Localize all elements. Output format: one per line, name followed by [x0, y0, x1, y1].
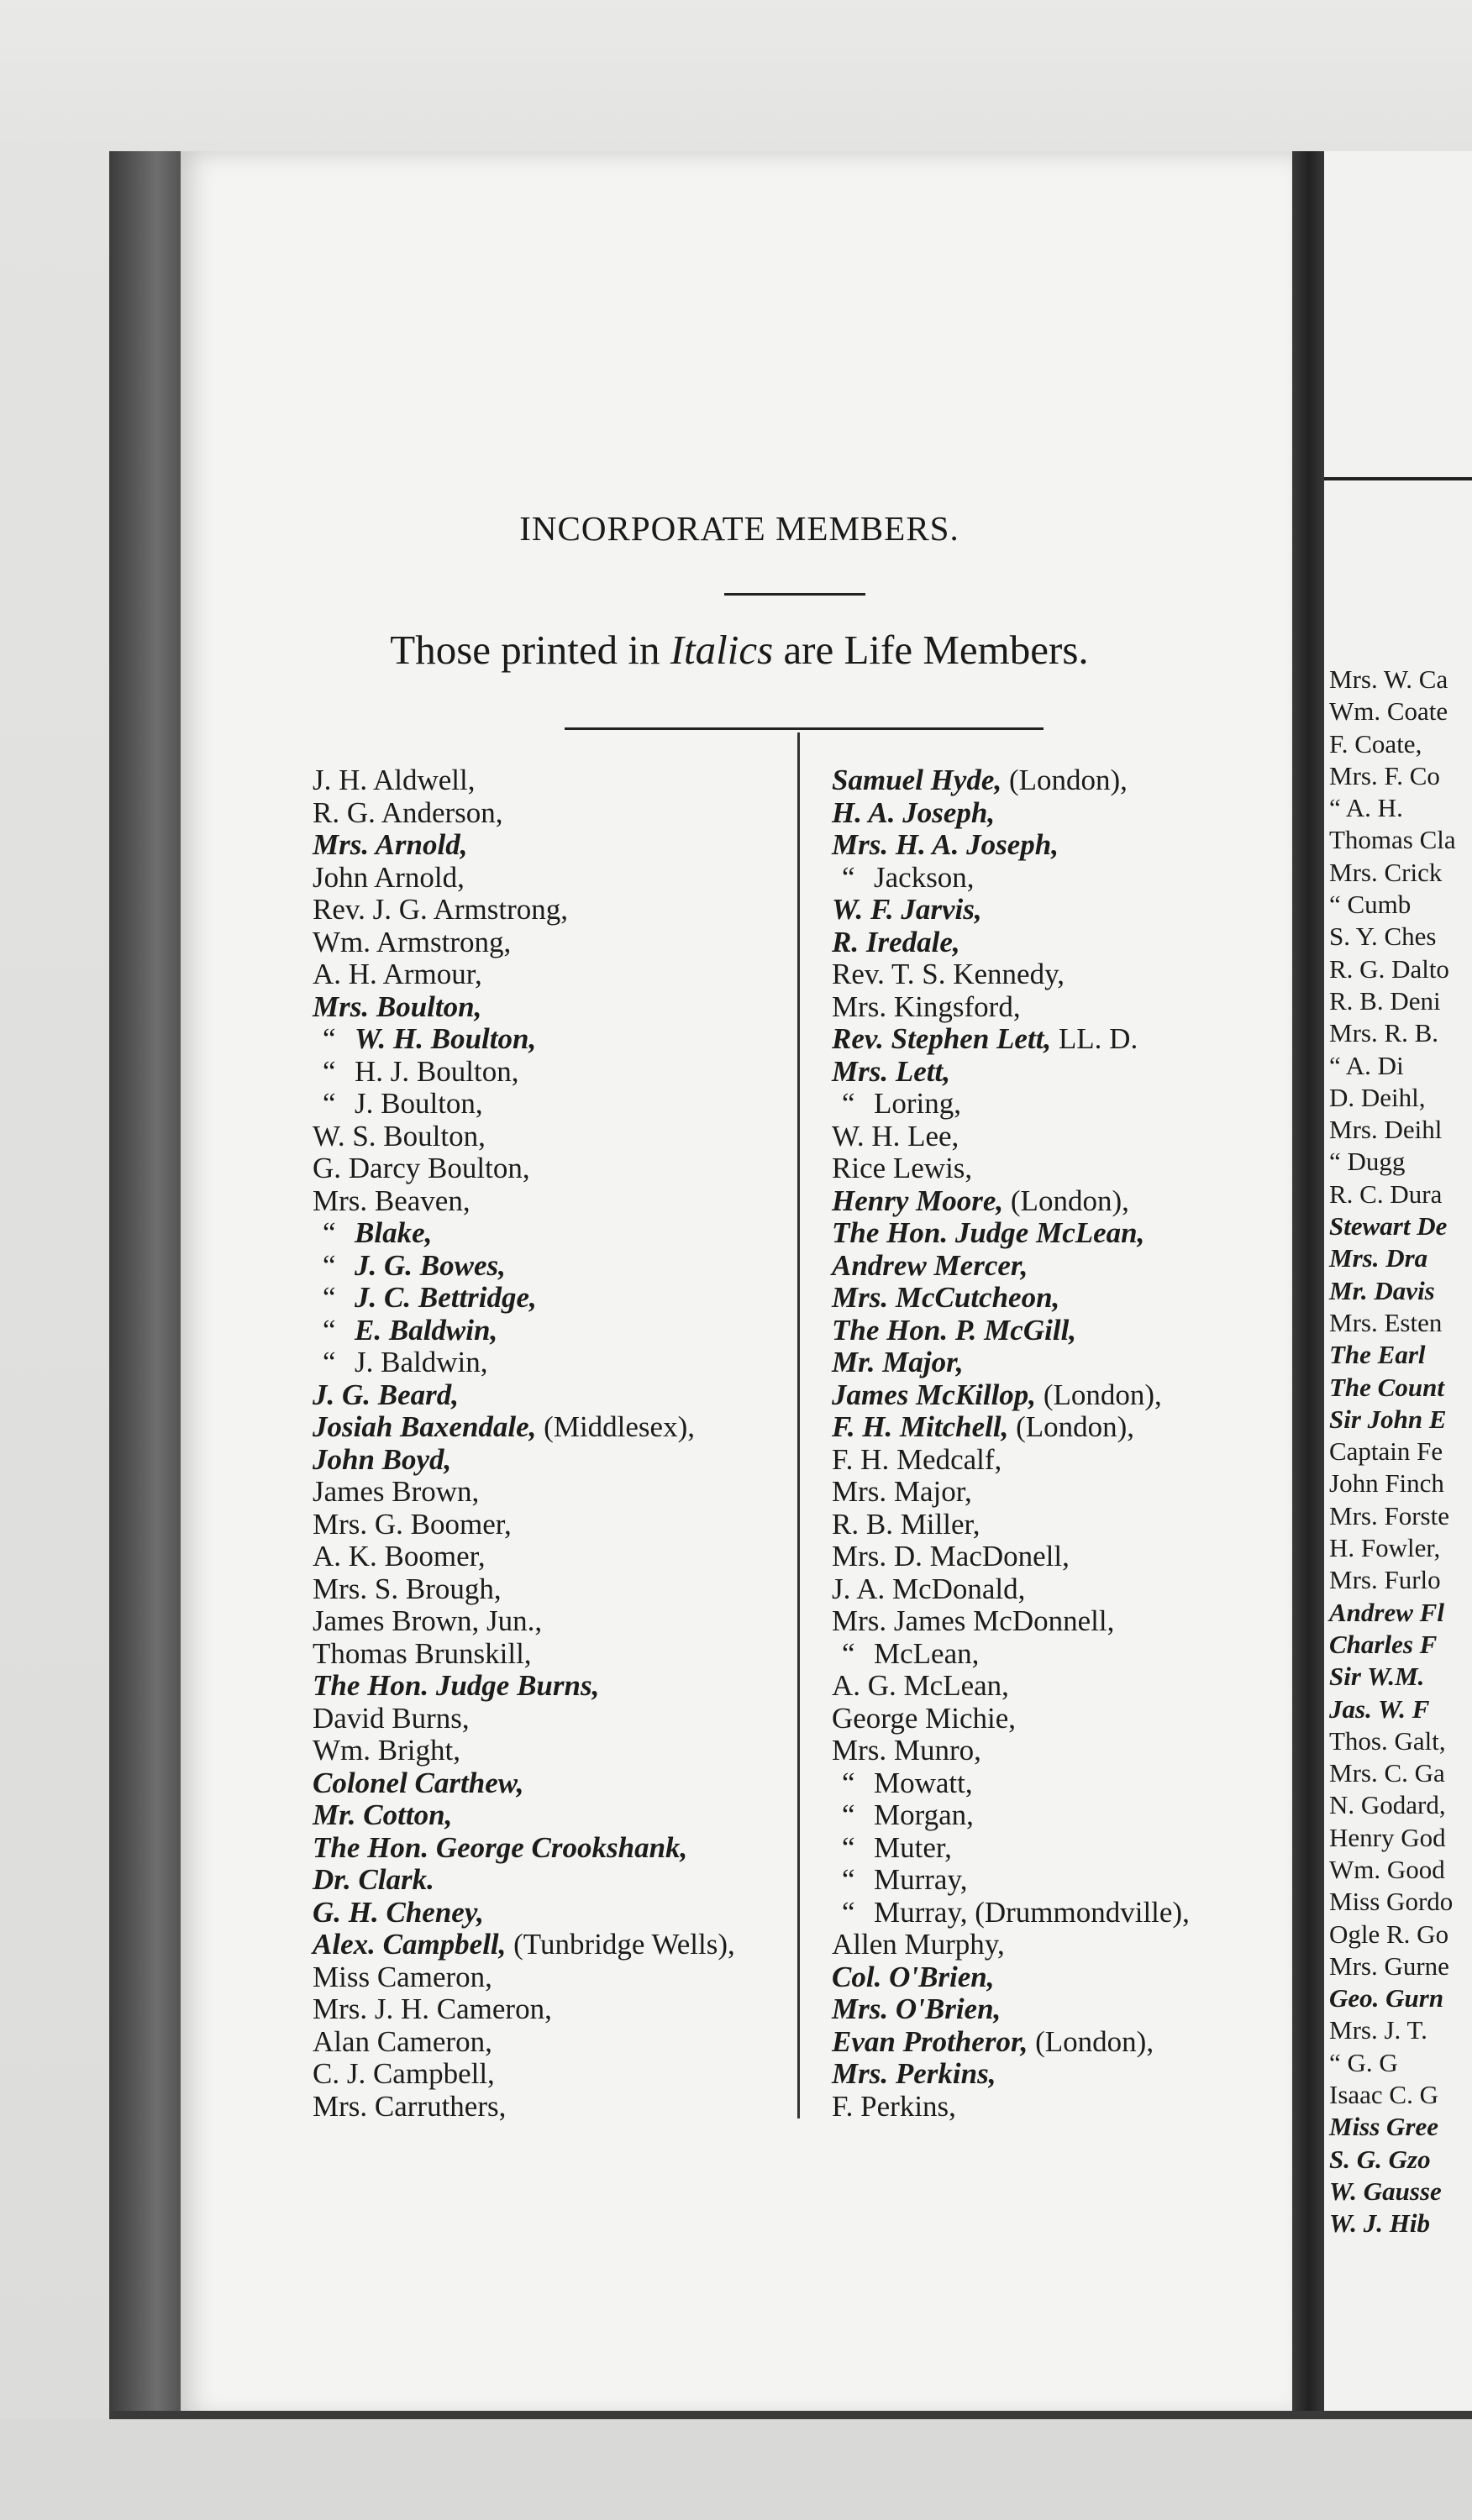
member-entry: [313, 1897, 735, 1929]
member-entry: [832, 1638, 1190, 1671]
member-entry: [832, 1121, 1190, 1153]
member-entry: [313, 1929, 735, 1961]
facing-page-entry: R. C. Dura: [1329, 1179, 1443, 1209]
facing-page-entry: R. G. Dalto: [1329, 953, 1449, 984]
member-entry: [313, 1735, 735, 1767]
facing-page-entry: W. Gausse: [1329, 2176, 1442, 2206]
facing-page-entry: Mrs. Dra: [1329, 1243, 1428, 1273]
member-entry: [832, 1347, 1190, 1379]
member-entry: [313, 1250, 735, 1283]
member-name: J. A. McDonald,: [832, 1572, 1026, 1605]
facing-page-entry: D. Deihl,: [1329, 1082, 1426, 1112]
facing-page-entry: “ G. G: [1329, 2047, 1398, 2077]
member-name: Mrs. Perkins,: [832, 2057, 996, 2090]
member-entry: [832, 1476, 1190, 1509]
member-entry: [832, 1056, 1190, 1089]
member-name: W. H. Boulton,: [355, 1022, 537, 1055]
ditto-mark: “: [842, 1798, 855, 1831]
member-name: Mrs. S. Brough,: [313, 1572, 502, 1605]
member-entry: [832, 1250, 1190, 1283]
member-entry: [313, 1605, 735, 1638]
member-entry: [313, 1347, 735, 1379]
member-name: J. Baldwin,: [355, 1346, 488, 1378]
facing-page-entry: Jas. W. F: [1329, 1693, 1430, 1724]
member-entry: [313, 1993, 735, 2026]
member-entry: [832, 1217, 1190, 1250]
member-name: McLean,: [874, 1636, 980, 1670]
facing-page-entry: Mrs. C. Ga: [1329, 1758, 1445, 1788]
member-entry: [832, 927, 1190, 959]
member-entry: [313, 1056, 735, 1089]
member-entry: [832, 1799, 1190, 1832]
ditto-mark: “: [323, 1216, 336, 1249]
facing-page-entry: Mrs. F. Co: [1329, 760, 1440, 790]
facing-page-entry: “ A. H.: [1329, 793, 1403, 823]
facing-page-entry: Wm. Coate: [1329, 696, 1448, 727]
member-entry: [313, 862, 735, 895]
facing-page-entry: Miss Gordo: [1329, 1887, 1454, 1917]
member-entry: [832, 991, 1190, 1024]
members-column-left: [313, 764, 735, 2123]
member-entry: [832, 1993, 1190, 2026]
member-entry: [832, 1444, 1190, 1477]
facing-page-entry: Mrs. R. B.: [1329, 1018, 1439, 1048]
member-name: J. G. Bowes,: [355, 1248, 506, 1282]
member-entry: [832, 1864, 1190, 1897]
facing-page-entry: Thos. Galt,: [1329, 1725, 1446, 1756]
facing-page-entry: Mrs. J. T.: [1329, 2015, 1427, 2045]
member-entry: [313, 1703, 735, 1735]
ditto-mark: “: [323, 1087, 336, 1120]
page-subtitle: [181, 626, 1298, 674]
member-entry: [832, 1929, 1190, 1961]
member-location: (London),: [1008, 1410, 1135, 1443]
facing-page-list: [1329, 664, 1456, 2240]
member-entry: [313, 1379, 735, 1412]
ditto-mark: “: [323, 1346, 336, 1378]
member-name: W. S. Boulton,: [313, 1119, 486, 1152]
member-entry: [832, 1735, 1190, 1767]
member-name: Dr. Clark.: [313, 1863, 434, 1896]
member-entry: [313, 1476, 735, 1509]
member-location: (London),: [1028, 2024, 1154, 2058]
member-entry: [832, 958, 1190, 991]
ditto-mark: “: [323, 1022, 336, 1055]
subtitle-italics-word: Italics: [670, 627, 774, 673]
member-name: Mrs. Lett,: [832, 1054, 950, 1088]
member-entry: [313, 2058, 735, 2091]
member-entry: [313, 1961, 735, 1994]
facing-page-entry: Andrew Fl: [1329, 1597, 1444, 1627]
member-name: David Burns,: [313, 1701, 470, 1735]
member-entry: [832, 1185, 1190, 1218]
member-entry: [313, 927, 735, 959]
facing-page-entry: The Count: [1329, 1372, 1444, 1402]
member-entry: [832, 1897, 1190, 1929]
facing-page-entry: H. Fowler,: [1329, 1533, 1441, 1563]
member-name: James McKillop,: [832, 1378, 1037, 1411]
member-name: Mrs. James McDonnell,: [832, 1604, 1115, 1637]
member-entry: [313, 1767, 735, 1800]
member-name: Murray,: [874, 1863, 968, 1896]
member-name: John Boyd,: [313, 1442, 452, 1476]
member-name: F. H. Mitchell,: [832, 1410, 1009, 1443]
member-entry: [313, 958, 735, 991]
facing-page-entry: R. B. Deni: [1329, 985, 1441, 1016]
member-name: Josiah Baxendale,: [313, 1410, 537, 1443]
member-location: LL. D.: [1051, 1022, 1138, 1055]
member-name: The Hon. George Crookshank,: [313, 1830, 688, 1864]
facing-page: [1324, 151, 1472, 2419]
ditto-mark: “: [842, 860, 855, 894]
facing-page-entry: Geo. Gurn: [1329, 1983, 1444, 2013]
member-entry: [313, 1832, 735, 1865]
ditto-mark: “: [323, 1248, 336, 1282]
facing-page-entry: S. G. Gzo: [1329, 2144, 1431, 2174]
member-name: W. F. Jarvis,: [832, 893, 982, 926]
member-entry: [313, 764, 735, 797]
member-name: Rev. Stephen Lett,: [832, 1022, 1052, 1055]
member-entry: [313, 1121, 735, 1153]
facing-page-entry: Mrs. Forste: [1329, 1500, 1449, 1530]
member-name: Alan Cameron,: [313, 2024, 492, 2058]
facing-page-entry: Wm. Good: [1329, 1854, 1445, 1884]
member-name: The Hon. Judge Burns,: [313, 1669, 600, 1702]
member-entry: [313, 1023, 735, 1056]
member-entry: [313, 894, 735, 927]
members-column-right: [832, 764, 1190, 2123]
facing-page-entry: Mrs. Esten: [1329, 1307, 1443, 1337]
member-name: The Hon. Judge McLean,: [832, 1216, 1145, 1249]
facing-page-entry: Mrs. Gurne: [1329, 1950, 1449, 1981]
member-name: Murray, (Drummondville),: [874, 1895, 1190, 1929]
member-name: John Arnold,: [313, 860, 465, 894]
facing-page-entry: Ogle R. Go: [1329, 1919, 1449, 1949]
member-entry: [313, 1670, 735, 1703]
member-entry: [313, 829, 735, 862]
member-name: Allen Murphy,: [832, 1928, 1005, 1961]
facing-page-entry: Mr. Davis: [1329, 1275, 1435, 1305]
facing-page-entry: Stewart De: [1329, 1211, 1448, 1242]
member-name: R. G. Anderson,: [313, 795, 503, 829]
member-name: Mrs. Kingsford,: [832, 990, 1021, 1023]
member-name: J. G. Beard,: [313, 1378, 460, 1411]
subtitle-text: Those printed in Italics are Life Members.: [390, 627, 1089, 673]
facing-page-entry: Sir John E: [1329, 1404, 1447, 1434]
ditto-mark: “: [323, 1054, 336, 1088]
member-name: Evan Protheror,: [832, 2024, 1028, 2058]
member-name: F. Perkins,: [832, 2089, 956, 2123]
member-name: Rev. T. S. Kennedy,: [832, 958, 1065, 990]
member-entry: [313, 1217, 735, 1250]
member-entry: [832, 2058, 1190, 2091]
facing-page-entry: Isaac C. G: [1329, 2080, 1438, 2110]
ditto-mark: “: [323, 1281, 336, 1314]
facing-page-entry: N. Godard,: [1329, 1790, 1446, 1820]
member-location: (London),: [1003, 1184, 1129, 1217]
member-name: Wm. Bright,: [313, 1734, 460, 1767]
member-name: Mrs. Arnold,: [313, 828, 468, 861]
member-name: R. B. Miller,: [832, 1507, 980, 1541]
member-name: Mrs. McCutcheon,: [832, 1281, 1060, 1314]
scan-bottom-margin: [0, 2419, 1472, 2520]
member-name: Morgan,: [874, 1798, 974, 1831]
member-name: C. J. Campbell,: [313, 2057, 495, 2090]
ditto-mark: “: [842, 1895, 855, 1929]
ditto-mark: “: [323, 1313, 336, 1347]
member-entry: [313, 2091, 735, 2124]
member-name: Rice Lewis,: [832, 1152, 973, 1184]
member-entry: [832, 1379, 1190, 1412]
member-entry: [313, 1315, 735, 1347]
member-name: W. H. Lee,: [832, 1119, 959, 1152]
facing-page-entry: Mrs. W. Ca: [1329, 664, 1448, 694]
member-entry: [832, 1961, 1190, 1994]
member-name: The Hon. P. McGill,: [832, 1313, 1077, 1347]
member-entry: [832, 894, 1190, 927]
member-entry: [313, 1573, 735, 1606]
member-entry: [832, 1315, 1190, 1347]
member-name: A. G. McLean,: [832, 1669, 1009, 1702]
facing-page-entry: The Earl: [1329, 1340, 1426, 1370]
member-entry: [832, 1023, 1190, 1056]
member-name: Mr. Cotton,: [313, 1798, 453, 1831]
ditto-mark: “: [842, 1863, 855, 1896]
member-entry: [313, 1088, 735, 1121]
member-location: (Tunbridge Wells),: [506, 1928, 735, 1961]
member-name: E. Baldwin,: [355, 1313, 498, 1347]
ditto-mark: “: [842, 1087, 855, 1120]
member-location: (London),: [1001, 764, 1128, 796]
member-entry: [832, 1509, 1190, 1541]
member-name: Mrs. D. MacDonell,: [832, 1540, 1070, 1572]
member-entry: [832, 1703, 1190, 1735]
member-entry: [832, 1670, 1190, 1703]
facing-page-entry: Miss Gree: [1329, 2112, 1439, 2142]
member-entry: [832, 797, 1190, 830]
facing-page-entry: Charles F: [1329, 1629, 1438, 1659]
member-location: (Middlesex),: [536, 1410, 695, 1443]
member-name: Henry Moore,: [832, 1184, 1004, 1217]
member-name: Colonel Carthew,: [313, 1766, 524, 1799]
member-entry: [832, 1411, 1190, 1444]
member-entry: [832, 2026, 1190, 2059]
facing-page-entry: “ Cumb: [1329, 890, 1412, 920]
member-name: F. H. Medcalf,: [832, 1442, 1002, 1476]
member-name: G. H. Cheney,: [313, 1895, 484, 1929]
member-name: Wm. Armstrong,: [313, 925, 512, 958]
ditto-mark: “: [842, 1766, 855, 1799]
member-entry: [313, 991, 735, 1024]
member-entry: [313, 1411, 735, 1444]
member-name: A. H. Armour,: [313, 958, 482, 990]
member-name: Mr. Major,: [832, 1346, 964, 1378]
page-title: INCORPORATE MEMBERS.: [519, 509, 959, 548]
member-name: Mrs. H. A. Joseph,: [832, 828, 1059, 861]
member-entry: [313, 1444, 735, 1477]
member-name: Muter,: [874, 1830, 952, 1864]
member-name: J. H. Aldwell,: [313, 764, 476, 796]
member-name: Col. O'Brien,: [832, 1960, 995, 1993]
member-entry: [832, 1605, 1190, 1638]
member-name: Miss Cameron,: [313, 1960, 492, 1993]
member-name: Mrs. Beaven,: [313, 1184, 471, 1217]
member-entry: [832, 1573, 1190, 1606]
member-name: J. C. Bettridge,: [355, 1281, 537, 1314]
member-name: Mrs. J. H. Cameron,: [313, 1992, 552, 2025]
facing-page-entry: S. Y. Ches: [1329, 921, 1437, 952]
facing-page-entry: Mrs. Deihl: [1329, 1115, 1443, 1145]
member-name: Thomas Brunskill,: [313, 1636, 532, 1670]
member-name: A. K. Boomer,: [313, 1540, 486, 1572]
member-entry: [313, 1282, 735, 1315]
member-name: George Michie,: [832, 1701, 1017, 1735]
member-entry: [832, 764, 1190, 797]
ditto-mark: “: [842, 1636, 855, 1670]
member-entry: [832, 862, 1190, 895]
member-name: Blake,: [355, 1216, 433, 1249]
member-name: Loring,: [874, 1087, 962, 1120]
facing-page-entry: “ A. Di: [1329, 1050, 1404, 1080]
member-entry: [313, 1799, 735, 1832]
column-divider: [797, 732, 800, 2118]
member-name: Andrew Mercer,: [832, 1248, 1028, 1282]
member-entry: [313, 1509, 735, 1541]
member-location: (London),: [1036, 1378, 1162, 1411]
member-entry: [832, 1767, 1190, 1800]
facing-page-rule: [1324, 477, 1472, 480]
member-name: J. Boulton,: [355, 1087, 483, 1120]
member-entry: [313, 1864, 735, 1897]
member-entry: [832, 1832, 1190, 1865]
member-name: H. J. Boulton,: [355, 1054, 519, 1088]
member-name: Mowatt,: [874, 1766, 973, 1799]
facing-page-entry: Henry God: [1329, 1822, 1446, 1852]
member-name: Mrs. G. Boomer,: [313, 1507, 512, 1541]
member-name: Rev. J. G. Armstrong,: [313, 893, 568, 926]
facing-page-entry: Captain Fe: [1329, 1436, 1443, 1467]
title-rule: [724, 593, 865, 596]
book-gutter: [1292, 151, 1326, 2419]
member-entry: [832, 2091, 1190, 2124]
member-entry: [313, 1152, 735, 1185]
subtitle-rule: [565, 727, 1044, 730]
member-name: Mrs. O'Brien,: [832, 1992, 1001, 2025]
member-name: James Brown, Jun.,: [313, 1604, 543, 1637]
facing-page-entry: W. J. Hib: [1329, 2208, 1430, 2239]
member-entry: [832, 1282, 1190, 1315]
member-entry: [832, 1152, 1190, 1185]
member-entry: [832, 1088, 1190, 1121]
member-name: H. A. Joseph,: [832, 795, 996, 829]
member-name: James Brown,: [313, 1475, 480, 1508]
member-name: G. Darcy Boulton,: [313, 1152, 530, 1184]
member-name: Mrs. Boulton,: [313, 990, 482, 1023]
facing-page-entry: “ Dugg: [1329, 1147, 1406, 1177]
member-name: Mrs. Munro,: [832, 1734, 981, 1767]
member-entry: [313, 1541, 735, 1573]
member-name: Mrs. Major,: [832, 1475, 972, 1508]
facing-page-entry: Thomas Cla: [1329, 825, 1456, 855]
facing-page-entry: F. Coate,: [1329, 728, 1422, 759]
member-entry: [313, 1638, 735, 1671]
member-entry: [313, 2026, 735, 2059]
left-binding-edge: [109, 151, 189, 2419]
facing-page-entry: John Finch: [1329, 1468, 1444, 1499]
member-name: Jackson,: [874, 860, 975, 894]
member-name: Mrs. Carruthers,: [313, 2089, 507, 2123]
ditto-mark: “: [842, 1830, 855, 1864]
facing-page-entry: Mrs. Crick: [1329, 857, 1443, 887]
member-entry: [313, 797, 735, 830]
member-name: R. Iredale,: [832, 925, 960, 958]
facing-page-entry: Mrs. Furlo: [1329, 1565, 1441, 1595]
member-name: Alex. Campbell,: [313, 1928, 507, 1961]
member-entry: [832, 829, 1190, 862]
facing-page-entry: Sir W.M.: [1329, 1662, 1425, 1692]
member-entry: [832, 1541, 1190, 1573]
member-name: Samuel Hyde,: [832, 764, 1002, 796]
member-entry: [313, 1185, 735, 1218]
